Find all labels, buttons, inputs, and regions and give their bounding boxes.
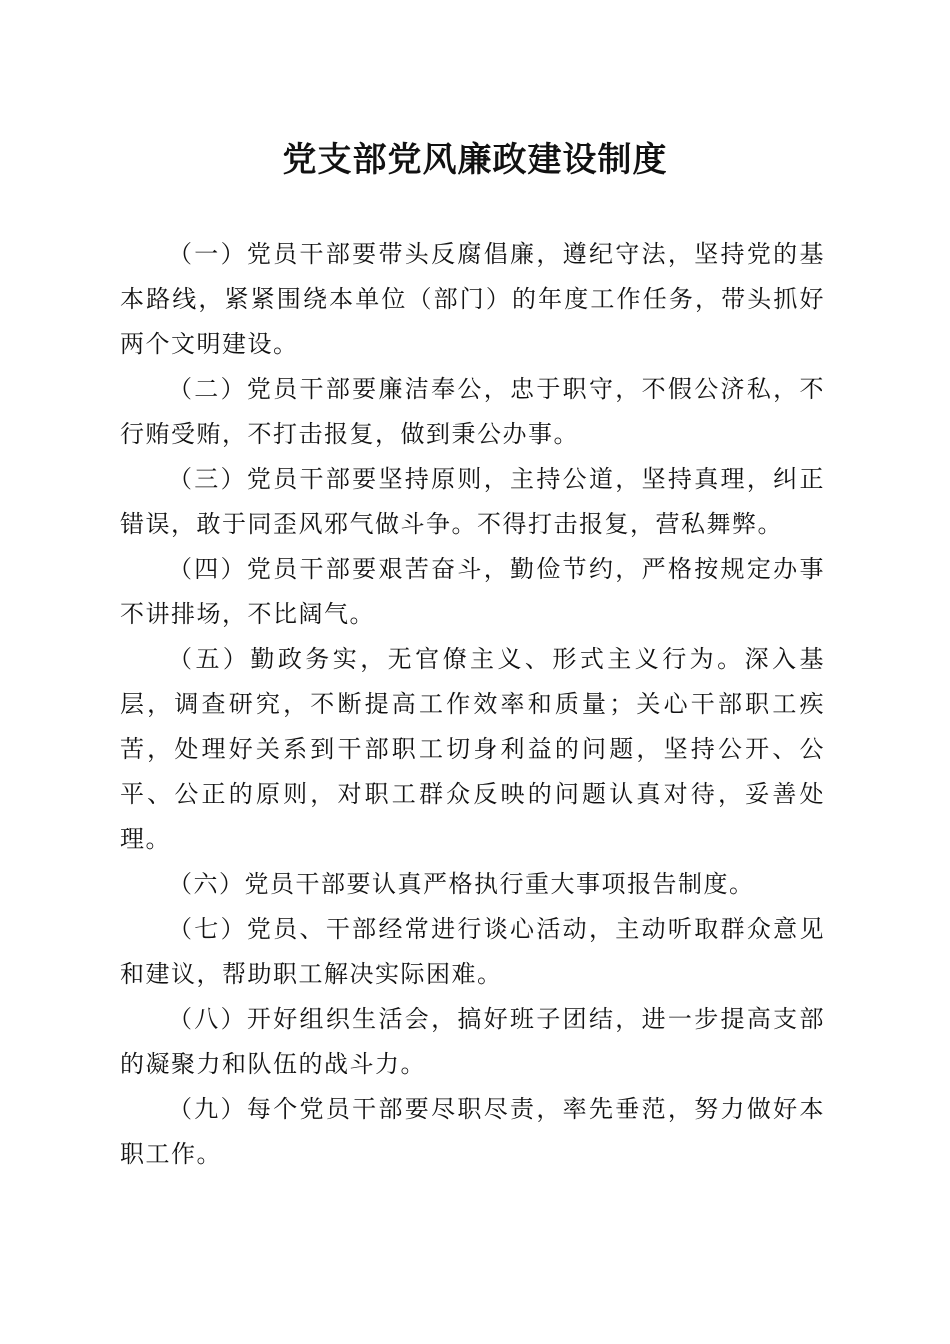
paragraph-2: （二）党员干部要廉洁奉公，忠于职守，不假公济私，不行贿受贿，不打击报复，做到秉公办事。	[120, 375, 825, 448]
paragraph-4: （四）党员干部要艰苦奋斗，勤俭节约，严格按规定办事不讲排场，不比阔气。	[120, 555, 825, 628]
paragraph-7: （七）党员、干部经常进行谈心活动，主动听取群众意见和建议，帮助职工解决实际困难。	[120, 915, 825, 988]
paragraph-5: （五）勤政务实，无官僚主义、形式主义行为。深入基层，调查研究，不断提高工作效率和质量；关心干部职工疾苦，处理好关系到干部职工切身利益的问题，坚持公开、公平、公正的原则，对职工群众反映的问题认真对待，妥善处理。	[120, 645, 825, 853]
paragraph-1: （一）党员干部要带头反腐倡廉，遵纪守法，坚持党的基本路线，紧紧围绕本单位（部门）的年度工作任务，带头抓好两个文明建设。	[120, 240, 825, 358]
document-body	[120, 232, 825, 1177]
document-title: 党支部党风廉政建设制度	[282, 140, 668, 180]
paragraph-8: （八）开好组织生活会，搞好班子团结，进一步提高支部的凝聚力和队伍的战斗力。	[120, 1005, 825, 1078]
paragraph-3: （三）党员干部要坚持原则，主持公道，坚持真理，纠正错误，敢于同歪风邪气做斗争。不得打击报复，营私舞弊。	[120, 465, 825, 538]
paragraph-6: （六）党员干部要认真严格执行重大事项报告制度。	[168, 870, 755, 898]
paragraph-9: （九）每个党员干部要尽职尽责，率先垂范，努力做好本职工作。	[120, 1095, 825, 1168]
